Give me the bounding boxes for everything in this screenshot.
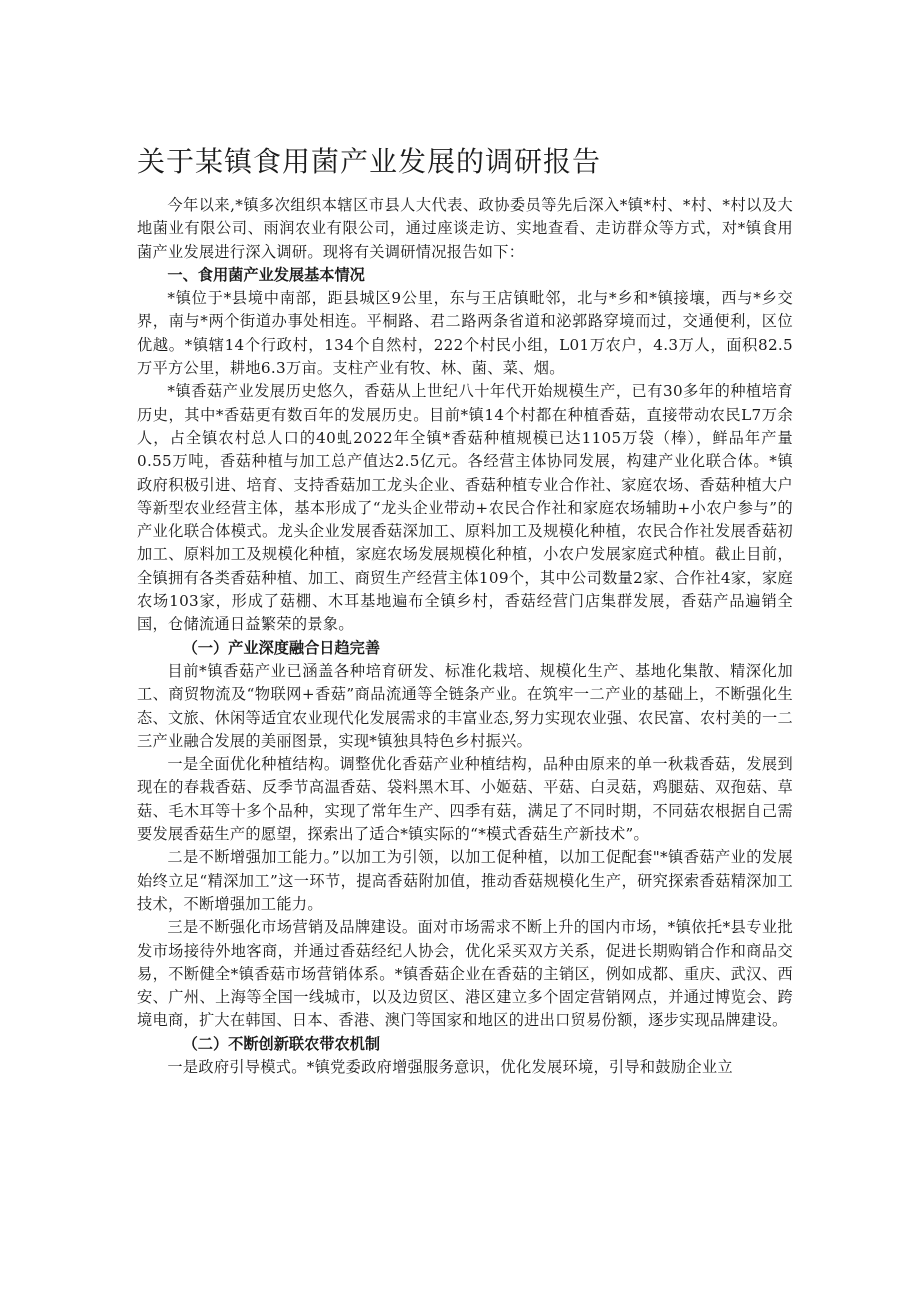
intro-paragraph: 今年以来,*镇多次组织本辖区市县人大代表、政协委员等先后深入*镇*村、*村、*村以及大地菌业有限公司、雨润农业有限公司，通过座谈走访、实地查看、走访群众等方式，对*镇食用菌产业发展进行深入调研。现将有关调研情况报告如下： [137, 196, 793, 261]
paragraph-history: *镇香菇产业发展历史悠久，香菇从上世纪八十年代开始规模生产，已有30多年的种植培育历史，其中*香菇更有数百年的发展历史。目前*镇14个村都在种植香菇，直接带动农民L7万余人，占全镇农村总人口的40虬2022年全镇*香菇种植规模已达1105万袋（棒），鲜品年产量0.55万吨，香菇种植与加工总产值达2.5亿元。各经营主体协同发展，构建产业化联合体。*镇政府积极引进、培育、支持香菇加工龙头企业、香菇种植专业合作社、家庭农场、香菇种植大户等新型农业经营主体，基本形成了“龙头企业带动+农民合作社和家庭农场辅助+小农户参与”的产业化联合体模式。龙头企业发展香菇深加工、原料加工及规模化种植，农民合作社发展香菇初加工、原料加工及规模化种植，家庭农场发展规模化种植，小农户发展家庭式种植。截止目前，全镇拥有各类香菇种植、加工、商贸生产经营主体109个，其中公司数量2家、合作社4家，家庭农场103家，形成了菇棚、木耳基地遍布全镇乡村，香菇经营门店集群发展，香菇产品遍销全国，仓储流通日益繁荣的景象。 [137, 382, 793, 634]
subsection-heading-mechanism: （二）不断创新联农带农机制 [182, 1034, 381, 1053]
paragraph-processing: 二是不断增强加工能力。”以加工为引领，以加工促种植，以加工促配套"*镇香菇产业的发展始终立足“精深加工”这一环节，提高香菇附加值，推动香菇规模化生产，研究探索香菇精深加工技术，不断增强加工能力。 [137, 848, 793, 913]
document-title: 关于某镇食用菌产业发展的调研报告 [137, 145, 602, 178]
paragraph-location: *镇位于*县境中南部，距县城区9公里，东与王店镇毗邻，北与*乡和*镇接壤，西与*乡交界，南与*两个街道办事处相连。平桐路、君二路两条省道和泌郭路穿境而过，交通便利，区位优越。*镇辖14个行政村，134个自然村，222个村民小组，L01万农户，4.3万人，面积82.5万平方公里，耕地6.3万亩。支柱产业有牧、林、菌、菜、烟。 [137, 289, 793, 378]
subsection-heading-integration: （一）产业深度融合日趋完善 [182, 638, 381, 657]
paragraph-planting-structure: 一是全面优化种植结构。调整优化香菇产业种植结构，品种由原来的单一秋栽香菇，发展到现在的春栽香菇、反季节高温香菇、袋料黑木耳、小姬菇、平菇、白灵菇，鸡腿菇、双孢菇、草菇、毛木耳等十多个品种，实现了常年生产、四季有菇，满足了不同时期，不同菇农根据自己需要发展香菇生产的愿望，探索出了适合*镇实际的“*模式香菇生产新技术”。 [137, 755, 793, 844]
paragraph-government-model: 一是政府引导模式。*镇党委政府增强服务意识，优化发展环境，引导和鼓励企业立 [167, 1057, 733, 1076]
paragraph-marketing: 三是不断强化市场营销及品牌建设。面对市场需求不断上升的国内市场，*镇依托*县专业批发市场接待外地客商，并通过香菇经纪人协会，优化采买双方关系，促进长期购销合作和商品交易，不断健全*镇香菇市场营销体系。*镇香菇企业在香菇的主销区，例如成都、重庆、武汉、西安、广州、上海等全国一线城市，以及边贸区、港区建立多个固定营销网点，并通过博览会、跨境电商，扩大在韩国、日本、香港、澳门等国家和地区的进出口贸易份额，逐步实现品牌建设。 [137, 918, 793, 1030]
paragraph-industry-chain: 目前*镇香菇产业已涵盖各种培育研发、标准化栽培、规模化生产、基地化集散、精深化加工、商贸物流及“物联网+香菇”商品流通等全链条产业。在筑牢一二产业的基础上，不断强化生态、文旅、休闲等适宜农业现代化发展需求的丰富业态,努力实现农业强、农民富、农村美的一二三产业融合发展的美丽图景，实现*镇独具特色乡村振兴。 [137, 661, 793, 750]
document-page [137, 142, 793, 1079]
section-heading-basic-situation: 一、食用菌产业发展基本情况 [167, 265, 365, 284]
